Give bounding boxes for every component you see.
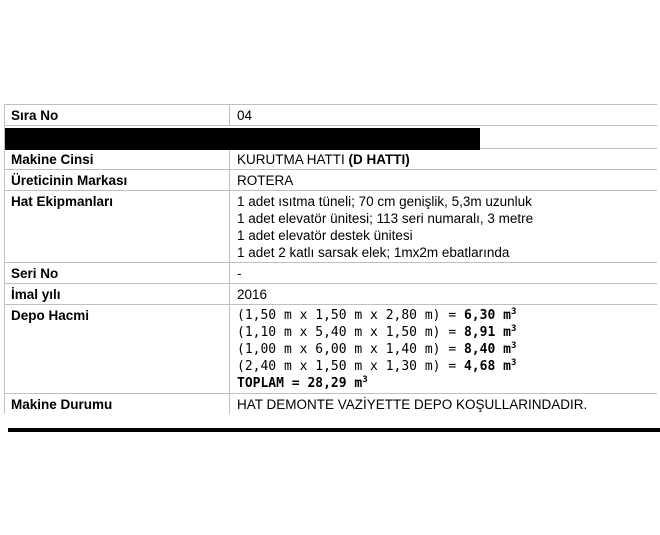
makine-cinsi-text: KURUTMA HATTI xyxy=(237,152,349,167)
label-hat-ekipmanlari: Hat Ekipmanları xyxy=(5,191,230,262)
makine-cinsi-line-tag: (D HATTI) xyxy=(348,152,410,167)
volume-line xyxy=(237,358,652,375)
row-makine-durumu xyxy=(5,394,657,414)
volume-total-text: TOPLAM = 28,29 m xyxy=(237,376,363,391)
row-uretici xyxy=(5,170,657,191)
unit-exponent: 3 xyxy=(510,307,517,317)
table-bottom-rule xyxy=(8,428,660,432)
unit-exponent: 3 xyxy=(362,375,368,385)
label-seri-no: Seri No xyxy=(5,263,230,283)
value-sira-no: 04 xyxy=(237,108,253,123)
unit-exponent: 3 xyxy=(510,341,517,351)
equipment-line: 1 adet elevatör destek ünitesi xyxy=(237,228,413,243)
label-makine-durumu: Makine Durumu xyxy=(5,394,230,414)
machine-info-table xyxy=(4,104,657,414)
label-depo-hacmi: Depo Hacmi xyxy=(5,305,230,393)
redaction-bar xyxy=(5,128,480,150)
label-makine-cinsi: Makine Cinsi xyxy=(5,149,230,169)
volume-expression: (1,10 m x 5,40 m x 1,50 m) = xyxy=(237,325,464,340)
unit-exponent: 3 xyxy=(510,358,517,368)
volume-total xyxy=(237,375,652,392)
volume-result: 8,91 m xyxy=(463,325,511,340)
row-seri-no xyxy=(5,263,657,284)
value-depo-hacmi xyxy=(230,305,657,393)
value-makine-durumu: HAT DEMONTE VAZİYETTE DEPO KOŞULLARINDADIR. xyxy=(237,397,588,412)
unit-exponent: 3 xyxy=(510,324,517,334)
row-imal-yili xyxy=(5,284,657,305)
volume-line xyxy=(237,307,652,324)
volume-expression: (1,50 m x 1,50 m x 2,80 m) = xyxy=(237,308,464,323)
equipment-line: 1 adet elevatör ünitesi; 113 seri numaralı, 3 metre xyxy=(237,211,534,226)
volume-expression: (1,00 m x 6,00 m x 1,40 m) = xyxy=(237,342,464,357)
value-hat-ekipmanlari xyxy=(230,191,657,262)
redacted-row xyxy=(5,126,657,149)
equipment-line: 1 adet ısıtma tüneli; 70 cm genişlik, 5,3m uzunluk xyxy=(237,194,532,209)
volume-result: 4,68 m xyxy=(463,359,511,374)
volume-result: 6,30 m xyxy=(463,308,511,323)
value-uretici: ROTERA xyxy=(237,173,294,188)
volume-line xyxy=(237,324,652,341)
label-imal-yili: İmal yılı xyxy=(5,284,230,304)
row-hat-ekipmanlari xyxy=(5,191,657,263)
row-makine-cinsi xyxy=(5,149,657,170)
volume-expression: (2,40 m x 1,50 m x 1,30 m) = xyxy=(237,359,464,374)
label-sira-no: Sıra No xyxy=(5,105,230,125)
row-depo-hacmi xyxy=(5,305,657,394)
volume-result: 8,40 m xyxy=(463,342,511,357)
value-seri-no: - xyxy=(237,266,242,281)
equipment-line: 1 adet 2 katlı sarsak elek; 1mx2m ebatlarında xyxy=(237,245,510,260)
row-sira-no xyxy=(5,105,657,126)
volume-line xyxy=(237,341,652,358)
value-makine-cinsi xyxy=(230,149,657,169)
label-uretici: Üreticinin Markası xyxy=(5,170,230,190)
value-imal-yili: 2016 xyxy=(237,287,268,302)
